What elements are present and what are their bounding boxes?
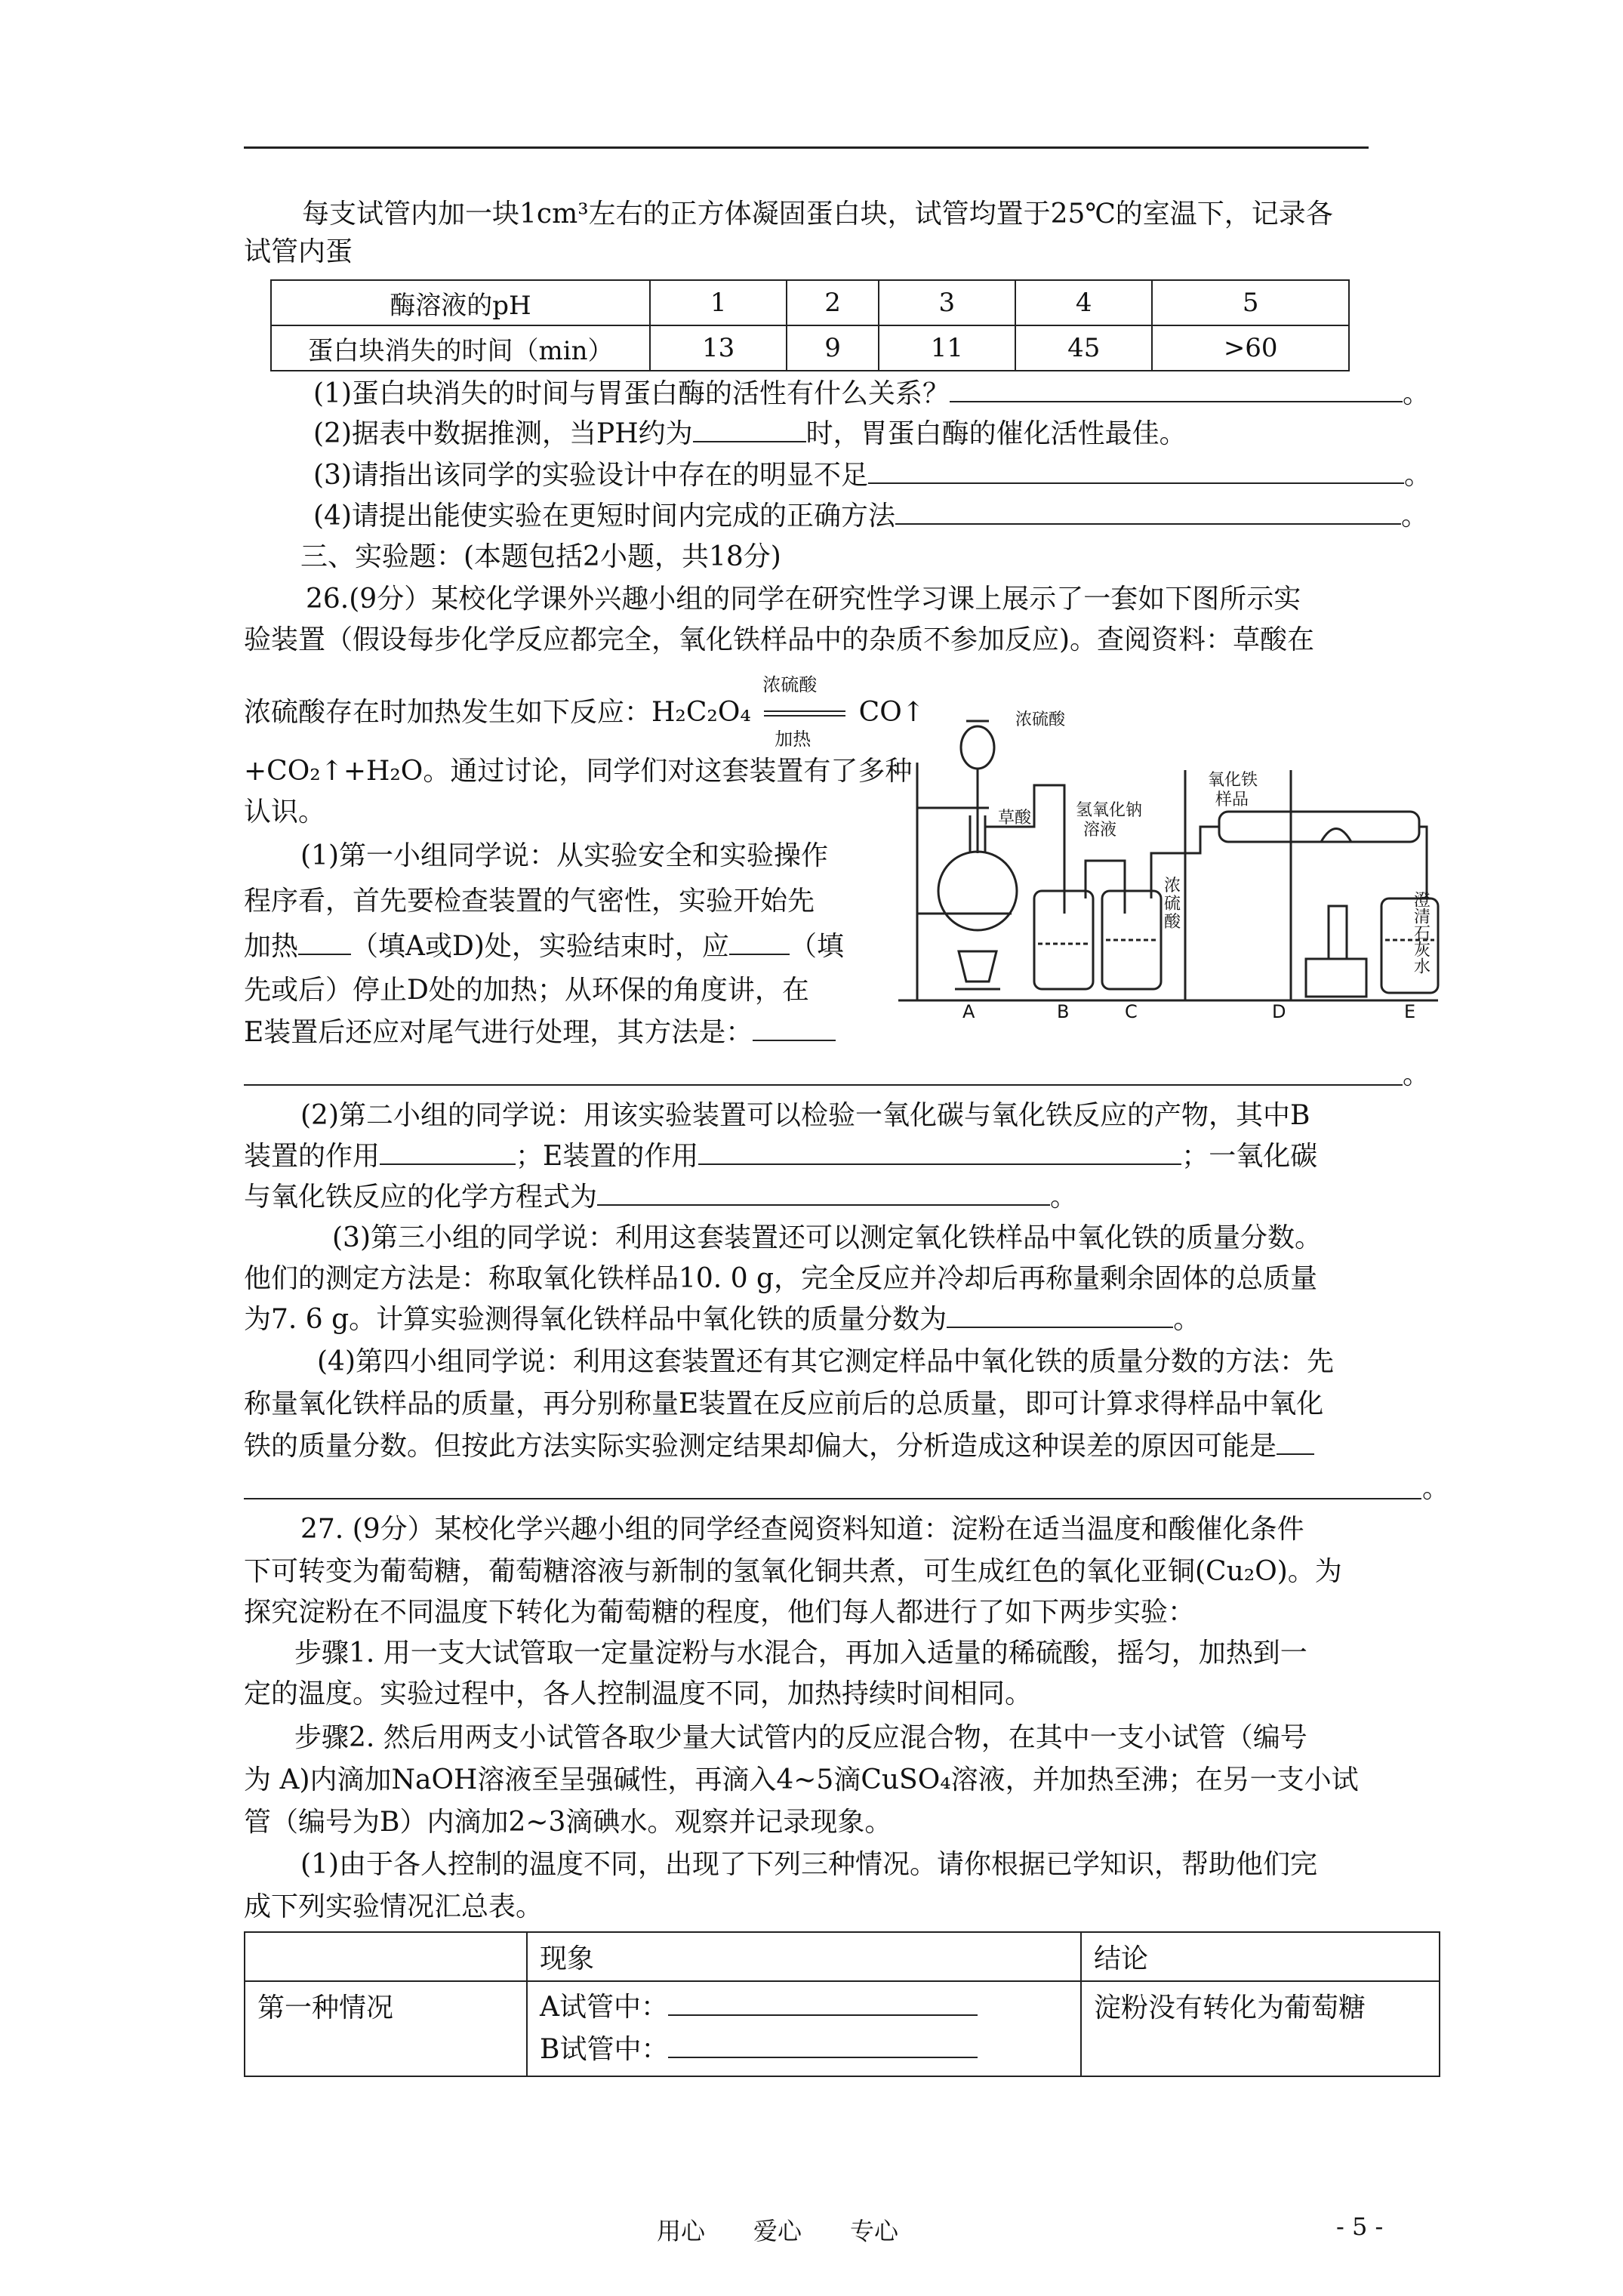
apparatus-letter: A	[962, 1001, 975, 1019]
answer-blank[interactable]	[693, 418, 806, 442]
phenomenon-cell: A试管中： B试管中：	[527, 1981, 1081, 2076]
q26-p4-line-3: 铁的质量分数。但按此方法实际实验测定结果却偏大，分析造成这种误差的原因可能是	[244, 1430, 1314, 1463]
table-row	[271, 325, 1349, 371]
q26-intro-1: 26.(9分）某校化学课外兴趣小组的同学在研究性学习课上展示了一套如下图所示实	[306, 584, 1301, 615]
time-value: >60	[1152, 325, 1349, 371]
apparatus-letter: C	[1125, 1001, 1138, 1019]
q27-step2-line-2: 为 A)内滴加NaOH溶液至呈强碱性，再滴入4~5滴CuSO₄溶液，并加热至沸；在另一支小试	[244, 1764, 1359, 1795]
q26-p1-line-4: 先或后）停止D处的加热；从环保的角度讲，在	[244, 975, 809, 1006]
q26-p1-line-2: 程序看，首先要检查装置的气密性，实验开始先	[244, 886, 815, 917]
answer-blank[interactable]	[950, 378, 1403, 402]
period: 。	[1403, 1059, 1431, 1090]
apparatus-label-h2so4-2: 硫	[1164, 895, 1181, 914]
q26-p3-line-3: 为7. 6 g。计算实验测得氧化铁样品中氧化铁的质量分数为 。	[244, 1304, 1201, 1335]
answer-blank[interactable]	[380, 1141, 516, 1165]
ph-value: 2	[787, 280, 878, 325]
row-label: 第一种情况	[245, 1981, 527, 2076]
q27-step2-line-1: 步骤2. 然后用两支小试管各取少量大试管内的反应混合物，在其中一支小试管（编号	[294, 1722, 1307, 1753]
table-row	[271, 280, 1349, 325]
q27-line-2: 下可转变为葡萄糖，葡萄糖溶液与新制的氢氧化铜共煮，可生成红色的氧化亚铜(Cu₂O)。为	[244, 1556, 1342, 1587]
table-row	[245, 1981, 1440, 2076]
q26-equation: 浓硫酸存在时加热发生如下反应：H₂C₂O₄ 浓硫酸 加热 CO↑	[244, 674, 925, 750]
q26-p3-line-2: 他们的测定方法是：称取氧化铁样品10. 0 g，完全反应并冷却后再称量剩余固体的总质量	[244, 1263, 1318, 1294]
q26-p2-line-1: (2)第二小组的同学说：用该实验装置可以检验一氧化碳与氧化铁反应的产物，其中B	[300, 1100, 1310, 1131]
header-conclusion: 结论	[1081, 1932, 1440, 1981]
q25-3: (3)请指出该同学的实验设计中存在的明显不足 。	[313, 460, 1432, 491]
section-3-heading: 三、实验题：(本题包括2小题，共18分)	[300, 541, 781, 572]
q25-4: (4)请提出能使实验在更短时间内完成的正确方法 。	[313, 501, 1429, 532]
apparatus-label-fe2o3-2: 样品	[1215, 791, 1249, 809]
answer-blank[interactable]	[298, 931, 351, 955]
q25-2: (2)据表中数据推测，当PH约为 时，胃蛋白酶的催化活性最佳。	[313, 418, 1187, 449]
q27-step1-line-1: 步骤1. 用一支大试管取一定量淀粉与水混合，再加入适量的稀硫酸，摇匀，加热到一	[294, 1638, 1307, 1669]
q26-p1-line-3: 加热 （填A或D)处，实验结束时，应 （填	[244, 931, 844, 962]
q26-p2-line-2: 装置的作用 ；E装置的作用 ；一氧化碳	[244, 1141, 1318, 1172]
apparatus-letter: B	[1057, 1001, 1070, 1019]
answer-blank[interactable]	[1277, 1431, 1314, 1455]
summary-table	[244, 1931, 1440, 2077]
q27-line-1: 27. (9分）某校化学兴趣小组的同学经查阅资料知道：淀粉在适当温度和酸催化条件	[300, 1514, 1304, 1545]
ph-label: 酶溶液的pH	[271, 280, 650, 325]
answer-blank[interactable]	[753, 1017, 836, 1041]
apparatus-label-naoh-2: 溶液	[1083, 821, 1117, 840]
answer-blank[interactable]	[244, 1498, 1421, 1499]
q27-q1-line-1: (1)由于各人控制的温度不同，出现了下列三种情况。请你根据已学知识，帮助他们完	[300, 1849, 1317, 1880]
q26-eq-line-3: 认识。	[244, 797, 326, 827]
apparatus-letter: D	[1272, 1001, 1286, 1019]
answer-blank[interactable]	[895, 501, 1401, 525]
ph-value: 3	[879, 280, 1015, 325]
apparatus-label-oxalic: 草酸	[998, 809, 1032, 827]
time-value: 9	[787, 325, 878, 371]
apparatus-label-fe2o3-1: 氧化铁	[1208, 771, 1258, 790]
footer-motto: 用心 爱心 专心	[657, 2217, 899, 2245]
intro-line-1: 每支试管内加一块1cm³左右的正方体凝固蛋白块，试管均置于25℃的室温下，记录各	[302, 199, 1333, 230]
time-value: 45	[1015, 325, 1152, 371]
q26-p3-line-1: (3)第三小组的同学说：利用这套装置还可以测定氧化铁样品中氧化铁的质量分数。	[332, 1222, 1322, 1253]
ph-value: 4	[1015, 280, 1152, 325]
apparatus-label-h2so4-3: 酸	[1164, 913, 1181, 932]
intro-line-2: 试管内蛋	[244, 236, 353, 267]
header-phenomenon: 现象	[527, 1932, 1081, 1981]
q26-eq-line-2: +CO₂↑+H₂O。通过讨论，同学们对这套装置有了多种	[244, 756, 913, 787]
q25-1: (1)蛋白块消失的时间与胃蛋白酶的活性有什么关系？ 。	[313, 378, 1431, 409]
ph-value: 5	[1152, 280, 1349, 325]
apparatus-label-acid: 浓硫酸	[1015, 710, 1066, 729]
answer-blank[interactable]	[868, 460, 1404, 484]
q27-line-3: 探究淀粉在不同温度下转化为葡萄糖的程度，他们每人都进行了如下两步实验：	[244, 1597, 1196, 1628]
time-label: 蛋白块消失的时间（min）	[271, 325, 650, 371]
table-row	[245, 1932, 1440, 1981]
q26-intro-2: 验装置（假设每步化学反应都完全，氧化铁样品中的杂质不参加反应)。查阅资料：草酸在	[244, 624, 1315, 655]
time-value: 13	[650, 325, 787, 371]
ph-table	[270, 279, 1350, 371]
q27-step1-line-2: 定的温度。实验过程中，各人控制温度不同，加热持续时间相同。	[244, 1678, 1033, 1709]
page-number: - 5 -	[1336, 2212, 1384, 2241]
apparatus-label-h2so4-1: 浓	[1164, 877, 1181, 895]
time-value: 11	[879, 325, 1015, 371]
answer-blank[interactable]	[947, 1304, 1173, 1328]
reaction-arrow: 浓硫酸 加热	[759, 703, 850, 726]
answer-blank[interactable]	[668, 1992, 978, 2016]
apparatus-diagram	[883, 702, 1442, 1019]
q26-p4-line-2: 称量氧化铁样品的质量，再分别称量E装置在反应前后的总质量，即可计算求得样品中氧化	[244, 1388, 1324, 1419]
answer-blank[interactable]	[244, 1084, 1403, 1086]
q27-step2-line-3: 管（编号为B）内滴加2~3滴碘水。观察并记录现象。	[244, 1807, 892, 1838]
period: 。	[1422, 1473, 1450, 1504]
apparatus-letter: E	[1404, 1001, 1416, 1019]
answer-blank[interactable]	[668, 2034, 978, 2058]
q26-p1-line-1: (1)第一小组同学说：从实验安全和实验操作	[300, 840, 828, 871]
apparatus-label-naoh-1: 氢氧化钠	[1076, 801, 1143, 820]
answer-blank[interactable]	[698, 1141, 1181, 1165]
apparatus-label-lime: 澄清石灰水	[1411, 891, 1431, 974]
answer-blank[interactable]	[729, 931, 790, 955]
ph-value: 1	[650, 280, 787, 325]
answer-blank[interactable]	[597, 1182, 1050, 1206]
q26-p4-line-1: (4)第四小组同学说：利用这套装置还有其它测定样品中氧化铁的质量分数的方法：先	[317, 1346, 1334, 1377]
q26-p1-line-5: E装置后还应对尾气进行处理，其方法是：	[244, 1016, 836, 1049]
header-rule	[244, 146, 1369, 149]
q27-q1-line-2: 成下列实验情况汇总表。	[244, 1891, 544, 1922]
q26-p2-line-3: 与氧化铁反应的化学方程式为 。	[244, 1182, 1078, 1213]
conclusion-cell: 淀粉没有转化为葡萄糖	[1081, 1981, 1440, 2076]
